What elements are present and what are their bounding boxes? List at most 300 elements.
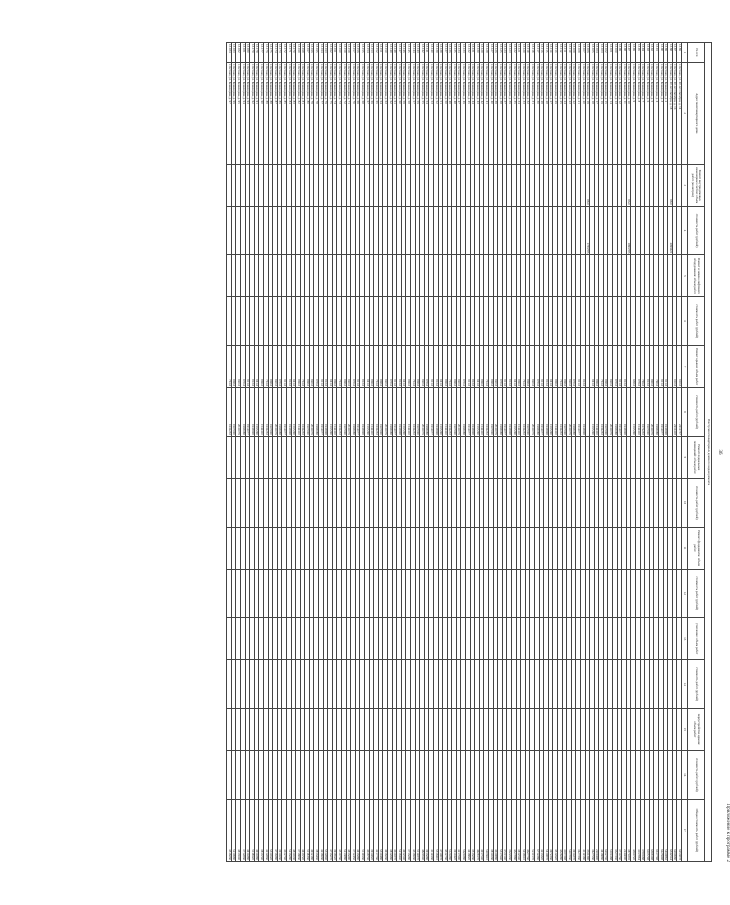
table-row [369,43,374,862]
row-number-cell: 13.184 [227,43,232,63]
value-cell [236,527,241,569]
value-cell [521,660,526,709]
value-cell [305,660,310,709]
value-cell [525,255,530,297]
row-number-cell: 13.151 [378,43,383,63]
value-cell [305,708,310,750]
value-cell [415,569,420,618]
value-cell: 1736785 [585,206,590,255]
value-cell [365,708,370,750]
value-cell: 813.0 [580,346,585,388]
value-cell: 1912077 [355,388,360,437]
value-cell: 1912077 [576,388,581,437]
value-cell [484,255,489,297]
value-cell [305,297,310,346]
value-cell [337,708,342,750]
table-row [521,43,526,862]
value-cell [314,569,319,618]
value-cell [668,436,673,478]
value-cell [273,206,278,255]
value-cell [410,478,415,527]
value-cell: 2041076 [649,388,654,437]
value-cell [282,164,287,206]
table-row [250,43,255,862]
value-cell [452,478,457,527]
value-cell [277,478,282,527]
value-cell [415,436,420,478]
value-cell: 868.0 [603,346,608,388]
column-header-row [688,43,705,862]
value-cell [397,618,402,660]
value-cell [489,527,494,569]
value-cell [415,478,420,527]
value-cell: 4612740 [282,799,287,861]
row-number-cell: 13.105 [590,43,595,63]
value-cell [603,255,608,297]
value-cell [424,255,429,297]
value-cell [659,436,664,478]
value-cell: 3622660 [507,799,512,861]
value-cell [429,436,434,478]
value-cell [236,297,241,346]
value-cell [406,750,411,799]
table-row [622,43,627,862]
value-cell [590,164,595,206]
table-row [360,43,365,862]
address-cell: г. Кстово, ул. Бешенцева, д. 8 [636,62,641,164]
value-cell [323,569,328,618]
value-cell [392,618,397,660]
value-cell [351,660,356,709]
value-cell [392,708,397,750]
value-cell [493,708,498,750]
value-cell [631,569,636,618]
value-cell [544,660,549,709]
value-cell: 1907000 [231,388,236,437]
value-cell [296,297,301,346]
table-row [470,43,475,862]
row-number-cell: 13.116 [539,43,544,63]
value-cell [649,164,654,206]
address-cell: г. Кстово, ул. Бешенцева, д. 91 [254,62,259,164]
value-cell [346,164,351,206]
value-cell [663,750,668,799]
value-cell [512,478,517,527]
value-cell [323,206,328,255]
table-row [603,43,608,862]
column-header: стоимость работ (рублей) [688,478,705,527]
value-cell: 813.0 [323,346,328,388]
table-row [594,43,599,862]
value-cell [452,436,457,478]
value-cell [580,206,585,255]
value-cell [374,708,379,750]
value-cell [456,708,461,750]
value-cell: 4710870 [438,799,443,861]
value-cell [314,527,319,569]
address-cell: г. Кстово, ул. Бешенцева, д. 32 [525,62,530,164]
address-cell: г. Кстово, ул. Бешенцева, д. 18 [590,62,595,164]
value-cell [300,618,305,660]
value-cell: 761.0 [447,346,452,388]
row-number-cell: 13.99 [617,43,622,63]
value-cell [649,750,654,799]
value-cell [429,750,434,799]
value-cell [415,708,420,750]
value-cell [346,297,351,346]
value-cell [355,436,360,478]
table-row [406,43,411,862]
value-cell [309,708,314,750]
value-cell: 911.0 [502,346,507,388]
value-cell [328,297,333,346]
address-cell: г. Кстово, ул. Бешенцева, д. 61 [392,62,397,164]
value-cell [512,164,517,206]
value-cell [493,660,498,709]
address-cell: г. Кстово, ул. Бешенцева, д. 97 [227,62,232,164]
value-cell [663,527,668,569]
value-cell [291,660,296,709]
value-cell: 5018510 [521,799,526,861]
value-cell [291,436,296,478]
column-header: Ремонт крыши: объем работ [688,346,705,388]
value-cell [323,527,328,569]
value-cell [369,708,374,750]
row-number-cell: 13.115 [544,43,549,63]
value-cell [397,569,402,618]
value-cell [365,206,370,255]
value-cell [562,206,567,255]
table-row [314,43,319,862]
value-cell [268,708,273,750]
value-cell [668,346,673,388]
value-cell: 3427360 [576,799,581,861]
value-cell [236,618,241,660]
value-cell: 1907000 [645,388,650,437]
value-cell [309,206,314,255]
table-row [585,43,590,862]
value-cell [415,164,420,206]
table-row [305,43,310,862]
value-cell: 5312840 [323,799,328,861]
value-cell [654,569,659,618]
row-number-cell: 13.95 [636,43,641,63]
value-cell [241,164,246,206]
value-cell: 938.0 [631,346,636,388]
value-cell: 941.0 [291,346,296,388]
value-cell [461,206,466,255]
value-cell [663,618,668,660]
table-row [590,43,595,862]
value-cell: 5206610 [484,799,489,861]
value-cell [512,436,517,478]
value-cell [351,206,356,255]
table-row [636,43,641,862]
value-cell [346,436,351,478]
value-cell [291,750,296,799]
value-cell: 3816740 [259,799,264,861]
value-cell: 5460882 [663,799,668,861]
value-cell: 1907000 [305,388,310,437]
row-number-cell: 13.140 [429,43,434,63]
value-cell [521,255,526,297]
value-cell [608,164,613,206]
value-cell: 2041076 [530,388,535,437]
value-cell: 3910420 [452,799,457,861]
value-cell: 4390720 [631,799,636,861]
value-cell [342,527,347,569]
value-cell: 3516260 [470,799,475,861]
row-number-cell: 13.156 [355,43,360,63]
value-cell [654,255,659,297]
value-cell: 1632233 [410,388,415,437]
value-cell: 3783588 [640,799,645,861]
value-cell [268,164,273,206]
address-cell: г. Кстово, ул. Бешенцева, д. 63 [383,62,388,164]
value-cell [603,708,608,750]
value-cell [365,527,370,569]
value-cell [429,660,434,709]
value-cell [273,618,278,660]
value-cell [672,164,677,206]
row-number-cell: 13.142 [420,43,425,63]
row-number-cell: 13.141 [424,43,429,63]
value-cell [535,750,540,799]
value-cell [479,750,484,799]
row-number-cell: 13.137 [443,43,448,63]
value-cell [599,255,604,297]
value-cell: 761.0 [300,346,305,388]
value-cell [557,206,562,255]
value-cell [562,164,567,206]
value-cell [576,255,581,297]
row-number-cell: 13.167 [305,43,310,63]
value-cell [672,660,677,709]
value-cell [507,569,512,618]
value-cell [250,164,255,206]
value-cell [608,206,613,255]
value-cell [309,436,314,478]
value-cell [282,750,287,799]
value-cell [319,708,324,750]
value-cell [282,618,287,660]
value-cell: 870.0 [461,346,466,388]
value-cell: 4912540 [401,799,406,861]
value-cell: 1907000 [268,388,273,437]
value-cell [291,478,296,527]
value-cell [319,164,324,206]
value-cell [659,660,664,709]
value-cell [332,164,337,206]
value-cell [571,164,576,206]
value-cell [512,708,517,750]
value-cell [594,750,599,799]
value-cell [415,297,420,346]
value-cell [470,297,475,346]
value-cell [484,164,489,206]
value-cell: 761.0 [410,346,415,388]
value-cell [443,569,448,618]
value-cell: 5218440 [397,799,402,861]
value-cell [571,297,576,346]
value-cell [273,436,278,478]
address-cell: г. Кстово, ул. Бешенцева, д. 60 [397,62,402,164]
value-cell [231,708,236,750]
value-cell: 5216280 [286,799,291,861]
value-cell [319,527,324,569]
address-cell: г. Кстово, ул. Бешенцева, д. 42 [479,62,484,164]
value-cell [525,618,530,660]
value-cell: 4328280 [557,799,562,861]
value-cell [576,436,581,478]
value-cell [406,618,411,660]
value-cell [548,297,553,346]
value-cell [259,436,264,478]
column-header: № п/п [688,43,705,63]
value-cell [277,436,282,478]
value-cell [567,164,572,206]
value-cell [672,708,677,750]
row-number-cell: 13.178 [254,43,259,63]
value-cell [433,478,438,527]
row-number-cell: 13.110 [567,43,572,63]
row-number-cell: 13.143 [415,43,420,63]
value-cell [245,164,250,206]
value-cell [654,478,659,527]
column-header: Общая стоимость работ (рублей) [688,799,705,861]
table-row [254,43,259,862]
table-row [236,43,241,862]
value-cell [424,164,429,206]
address-cell: г. Кстово, ул. Бешенцева, д. 74 [332,62,337,164]
value-cell: 868.0 [342,346,347,388]
value-cell [613,478,618,527]
address-cell: г. Кстово, ул. Бешенцева, д. 37 [502,62,507,164]
table-row [507,43,512,862]
value-cell [392,164,397,206]
address-cell: г. Кстово, ул. Бешенцева, д. 90 [259,62,264,164]
value-cell: 4510760 [337,799,342,861]
row-number-cell: 13.93 [645,43,650,63]
group-header-row [705,43,712,862]
value-cell [342,164,347,206]
table-row [535,43,540,862]
value-cell [236,164,241,206]
address-cell: г. Кстово, ул. Бешенцева, д. 95 [236,62,241,164]
value-cell: 941.0 [548,346,553,388]
value-cell [319,255,324,297]
value-cell: 1933808 [544,388,549,437]
value-cell [677,206,682,255]
value-cell: 870.0 [277,346,282,388]
row-number-cell: 13.108 [576,43,581,63]
value-cell [580,618,585,660]
table-row [355,43,360,862]
value-cell [263,164,268,206]
value-cell [309,660,314,709]
value-cell: 3914370 [571,799,576,861]
value-cell [286,297,291,346]
value-cell [245,750,250,799]
table-row [231,43,236,862]
value-cell [626,569,631,618]
value-cell [668,255,673,297]
value-cell [433,618,438,660]
value-cell [319,618,324,660]
value-cell [397,750,402,799]
value-cell [406,164,411,206]
value-cell [397,478,402,527]
value-cell [594,618,599,660]
value-cell [516,569,521,618]
address-cell: г. Кстово, ул. Бешенцева, д. 57 [410,62,415,164]
value-cell [227,708,232,750]
value-cell [300,527,305,569]
value-cell: 1567290 [631,388,636,437]
value-cell [489,708,494,750]
value-cell [594,660,599,709]
row-number-cell: 13.126 [493,43,498,63]
value-cell [493,750,498,799]
value-cell: 3712860 [241,799,246,861]
value-cell [489,255,494,297]
value-cell [254,436,259,478]
value-cell [314,660,319,709]
value-cell [603,164,608,206]
value-cell [231,660,236,709]
value-cell [236,569,241,618]
value-cell [342,618,347,660]
row-number-cell: 13.182 [236,43,241,63]
value-cell [466,527,471,569]
value-cell: 813.0 [622,346,627,388]
value-cell [677,255,682,297]
row-number-cell: 13.153 [369,43,374,63]
table-row [415,43,420,862]
value-cell [424,478,429,527]
value-cell [585,660,590,709]
table-row [626,43,631,862]
address-cell: г. Кстово, ул. Бешенцева, д. 9 [631,62,636,164]
value-cell: 870.0 [571,346,576,388]
value-cell [668,388,673,437]
value-cell [328,164,333,206]
value-cell [369,478,374,527]
address-cell: г. Кстово, ул. Бешенцева, д. 77 [319,62,324,164]
value-cell [502,750,507,799]
column-number: 4 [682,206,688,255]
value-cell [392,255,397,297]
address-cell: г. Кстово, ул. Бешенцева, д. 41 [484,62,489,164]
value-cell [254,478,259,527]
value-cell: 868.0 [268,346,273,388]
value-cell [544,255,549,297]
column-header: Ремонт и замена лифтового оборудования: объем работ [688,255,705,297]
value-cell [259,164,264,206]
value-cell [484,660,489,709]
value-cell [273,527,278,569]
value-cell: 1567290 [401,388,406,437]
value-cell [433,436,438,478]
address-cell: г. Кстово, ул. Бешенцева, д. 84 [286,62,291,164]
value-cell [397,164,402,206]
row-number-cell: 13.183 [231,43,236,63]
value-cell [273,255,278,297]
column-number: 5 [682,255,688,297]
value-cell [654,708,659,750]
value-cell [227,164,232,206]
column-number: 11 [682,527,688,569]
